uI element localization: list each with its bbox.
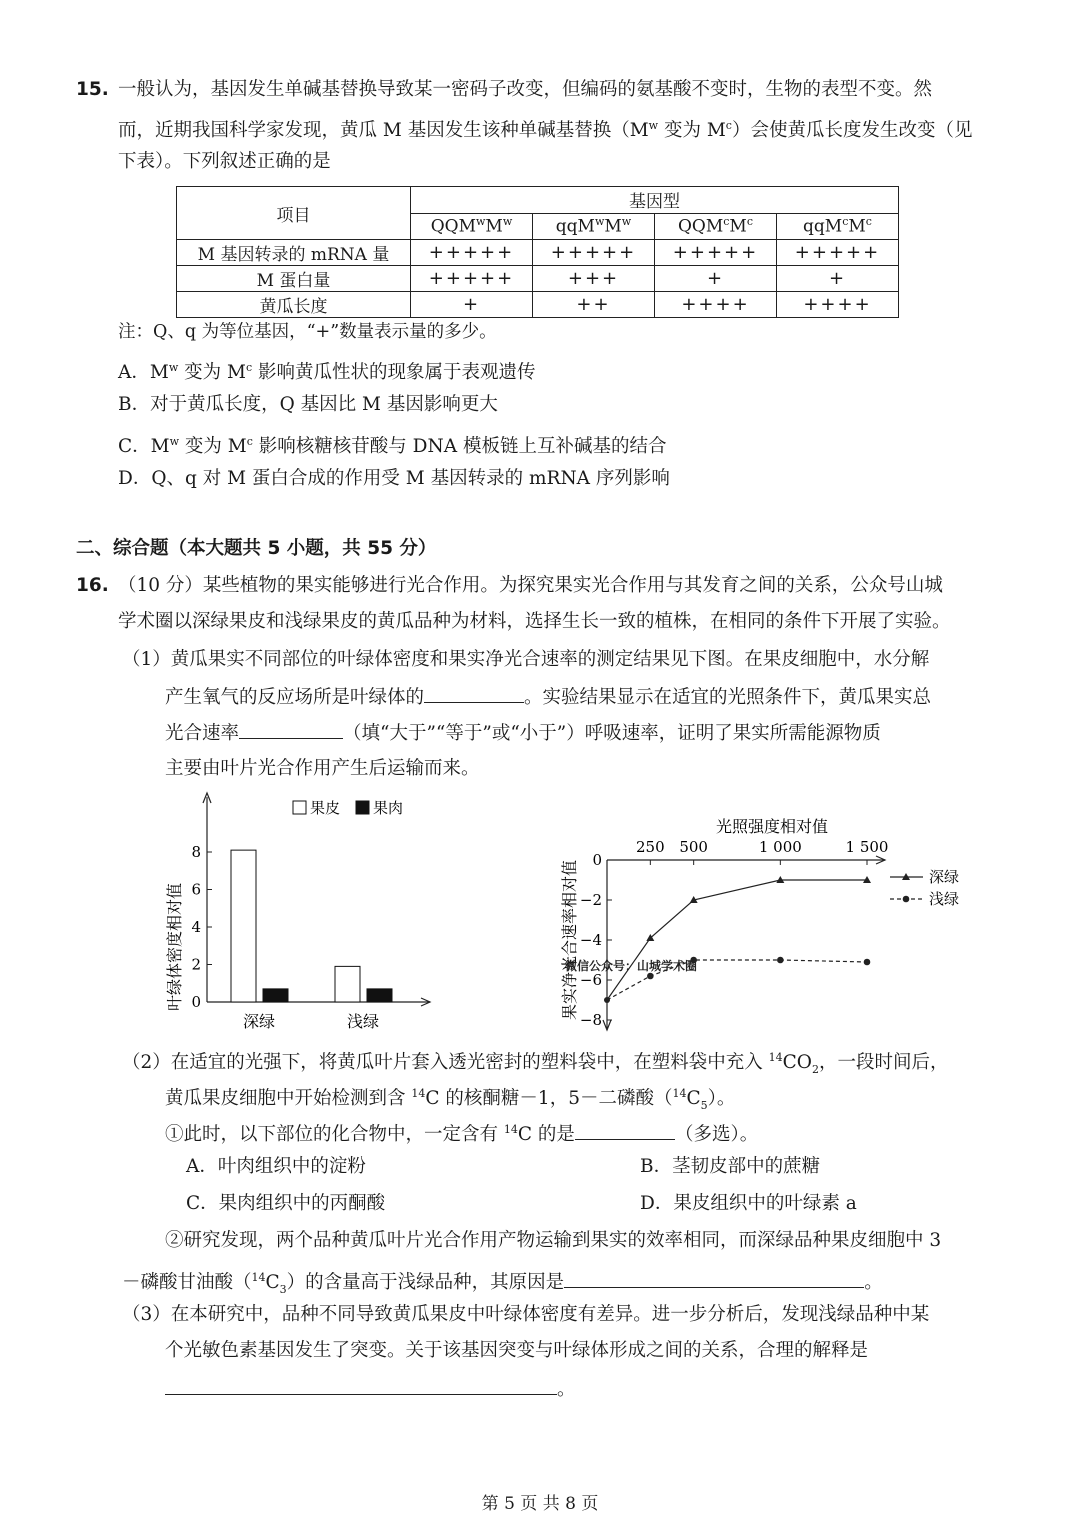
- q16-part1-line2: 产生氧气的反应场所是叶绿体的 。实验结果显示在适宜的光照条件下，黄瓜果实总: [165, 684, 931, 710]
- data-point-浅绿: [777, 957, 784, 964]
- table-col-head: $qqM^cM^c$: [777, 213, 899, 240]
- table-cell: ++: [533, 292, 655, 318]
- table-cell: +: [411, 292, 533, 318]
- watermark-text: 微信公众号：山城学术圈: [565, 959, 698, 973]
- answer-blank[interactable]: [575, 1121, 675, 1140]
- q16-part2-q2-line1: ②研究发现，两个品种黄瓜叶片光合作用产物运输到果实的效率相同，而深绿品种果皮细胞中 3: [165, 1230, 942, 1251]
- x-category-label: 深绿: [242, 1012, 276, 1031]
- y-axis-label: 叶绿体密度相对值: [165, 882, 184, 1012]
- x-tick-label: 250: [636, 838, 665, 856]
- q16-part3-line1: （3）在本研究中，品种不同导致黄瓜果皮中叶绿体密度有差异。进一步分析后，发现浅绿品种中某: [122, 1304, 930, 1325]
- table-col-head: $QQM^cM^c$: [655, 213, 777, 240]
- answer-blank[interactable]: [424, 684, 524, 703]
- table-col-head: $QQM^wM^w$: [411, 213, 533, 240]
- table-row-label: M 基因转录的 mRNA 量: [177, 240, 411, 266]
- table-genotype-head: 基因型: [411, 187, 899, 214]
- table-cell: +++++: [777, 240, 899, 266]
- table-row-label: 黄瓜长度: [177, 292, 411, 318]
- page-footer: 第 5 页 共 8 页: [481, 1494, 599, 1514]
- data-point-浅绿: [647, 973, 654, 980]
- q16-part2-option-c: C．果肉组织中的丙酮酸: [186, 1193, 386, 1214]
- x-tick-label: 1 500: [845, 838, 889, 856]
- y-tick-label: −2: [579, 891, 602, 909]
- net-photosynthesis-line-chart: [545, 810, 995, 1035]
- question-number-16: 16.: [76, 575, 109, 596]
- y-tick-label: −4: [579, 931, 602, 949]
- q16-part1-line4: 主要由叶片光合作用产生后运输而来。: [165, 758, 480, 779]
- genotype-table: [176, 186, 899, 318]
- q16-part1-line1: （1）黄瓜果实不同部位的叶绿体密度和果实净光合速率的测定结果见下图。在果皮细胞中，水分解: [122, 649, 930, 670]
- q15-stem-line2: 而，近期我国科学家发现，黄瓜 M 基因发生该种单碱基替换（$M^w$ 变为 $M^c$）会使黄瓜长度发生改变（见: [118, 119, 973, 142]
- q15-option-a: A．$M^w$ 变为 $M^c$ 影响黄瓜性状的现象属于表观遗传: [118, 361, 536, 384]
- answer-blank[interactable]: [239, 720, 343, 739]
- table-cell: +++++: [533, 240, 655, 266]
- chloroplast-density-bar-chart: [150, 785, 450, 1035]
- legend-swatch-果皮: [293, 801, 306, 814]
- table-cell: ++++: [655, 292, 777, 318]
- y-tick-label: 0: [592, 851, 602, 869]
- y-tick-label: 0: [191, 993, 201, 1011]
- y-tick-label: 6: [191, 880, 201, 899]
- bar-果肉: [263, 989, 288, 1002]
- bar-果肉: [367, 989, 392, 1002]
- table-cell: +++++: [655, 240, 777, 266]
- series-line-深绿: [607, 880, 867, 1000]
- q16-part3-line3: 。: [165, 1376, 576, 1402]
- question-number-15: 15.: [76, 79, 109, 100]
- table-cell: ++++: [777, 292, 899, 318]
- x-tick-label: 500: [679, 838, 708, 856]
- q16-part2-line2: 黄瓜果皮细胞中开始检测到含 $^{14}$C 的核酮糖－1，5－二磷酸$(^{14}C_5)$。: [165, 1087, 736, 1112]
- q15-option-d: D．Q、q 对 M 蛋白合成的作用受 M 基因转录的 mRNA 序列影响: [118, 468, 670, 489]
- q15-option-b: B．对于黄瓜长度，Q 基因比 M 基因影响更大: [118, 394, 498, 415]
- table-cell: +++++: [411, 240, 533, 266]
- y-tick-label: −8: [579, 1011, 602, 1029]
- q15-option-c: C．$M^w$ 变为 $M^c$ 影响核糖核苷酸与 DNA 模板链上互补碱基的结合: [118, 435, 667, 458]
- y-tick-label: −6: [579, 971, 602, 989]
- table-col-head: $qqM^wM^w$: [533, 213, 655, 240]
- q16-part2-q2-line2: －磷酸甘油酸$(^{14}C_3)$的含量高于浅绿品种，其原因是 。: [122, 1271, 883, 1296]
- legend-swatch-果肉: [356, 801, 369, 814]
- q16-part3-line2: 个光敏色素基因发生了突变。关于该基因突变与叶绿体形成之间的关系，合理的解释是: [165, 1340, 869, 1361]
- y-tick-label: 2: [191, 955, 201, 974]
- table-cell: +: [777, 266, 899, 292]
- q16-part2-option-d: D．果皮组织中的叶绿素 a: [640, 1193, 857, 1214]
- answer-blank[interactable]: [564, 1269, 864, 1288]
- y-tick-label: 4: [191, 918, 201, 936]
- data-point-origin: [604, 997, 610, 1003]
- table-cell: +: [655, 266, 777, 292]
- section-heading: 二、综合题（本大题共 5 小题，共 55 分）: [76, 538, 437, 559]
- legend-marker: [903, 896, 910, 903]
- table-row-label: M 蛋白量: [177, 266, 411, 292]
- q16-part2-line1: （2）在适宜的光强下，将黄瓜叶片套入透光密封的塑料袋中，在塑料袋中充入 $^{14}CO_2$，一段时间后，: [122, 1051, 949, 1076]
- x-axis-label: 光照强度相对值: [715, 817, 829, 836]
- q16-part2-q1: ①此时，以下部位的化合物中，一定含有 $^{14}$C 的是 （多选）。: [165, 1123, 759, 1146]
- table-cell: +++: [533, 266, 655, 292]
- table-corner: 项目: [177, 187, 411, 240]
- data-point-浅绿: [864, 959, 871, 966]
- q15-stem-line3: 下表）。下列叙述正确的是: [118, 151, 331, 172]
- table-note: 注：Q、q 为等位基因，“+”数量表示量的多少。: [118, 322, 497, 342]
- q16-part2-option-a: A．叶肉组织中的淀粉: [186, 1156, 366, 1177]
- legend-label: 深绿: [929, 868, 960, 886]
- y-tick-label: 8: [191, 843, 201, 861]
- legend-label: 浅绿: [929, 890, 960, 908]
- x-category-label: 浅绿: [346, 1012, 380, 1031]
- q16-stem-line2: 学术圈以深绿果皮和浅绿果皮的黄瓜品种为材料，选择生长一致的植株，在相同的条件下开展了实验。: [118, 611, 951, 632]
- x-tick-label: 1 000: [758, 838, 802, 856]
- bar-果皮: [335, 966, 360, 1002]
- table-cell: +++++: [411, 266, 533, 292]
- legend-label: 果肉: [373, 799, 404, 817]
- q16-stem-line1: （10 分）某些植物的果实能够进行光合作用。为探究果实光合作用与其发育之间的关系，公众号山城: [118, 575, 943, 596]
- q16-part1-line3: 光合速率 （填“大于”“等于”或“小于”）呼吸速率，证明了果实所需能源物质: [165, 720, 881, 746]
- y-axis-label: 果实净光合速率相对值: [560, 859, 579, 1021]
- bar-果皮: [231, 850, 256, 1002]
- legend-label: 果皮: [310, 799, 341, 817]
- q15-stem-line1: 一般认为，基因发生单碱基替换导致某一密码子改变，但编码的氨基酸不变时，生物的表型不变。然: [118, 79, 933, 100]
- answer-blank[interactable]: [165, 1376, 557, 1395]
- q16-part2-option-b: B．茎韧皮部中的蔗糖: [640, 1156, 821, 1177]
